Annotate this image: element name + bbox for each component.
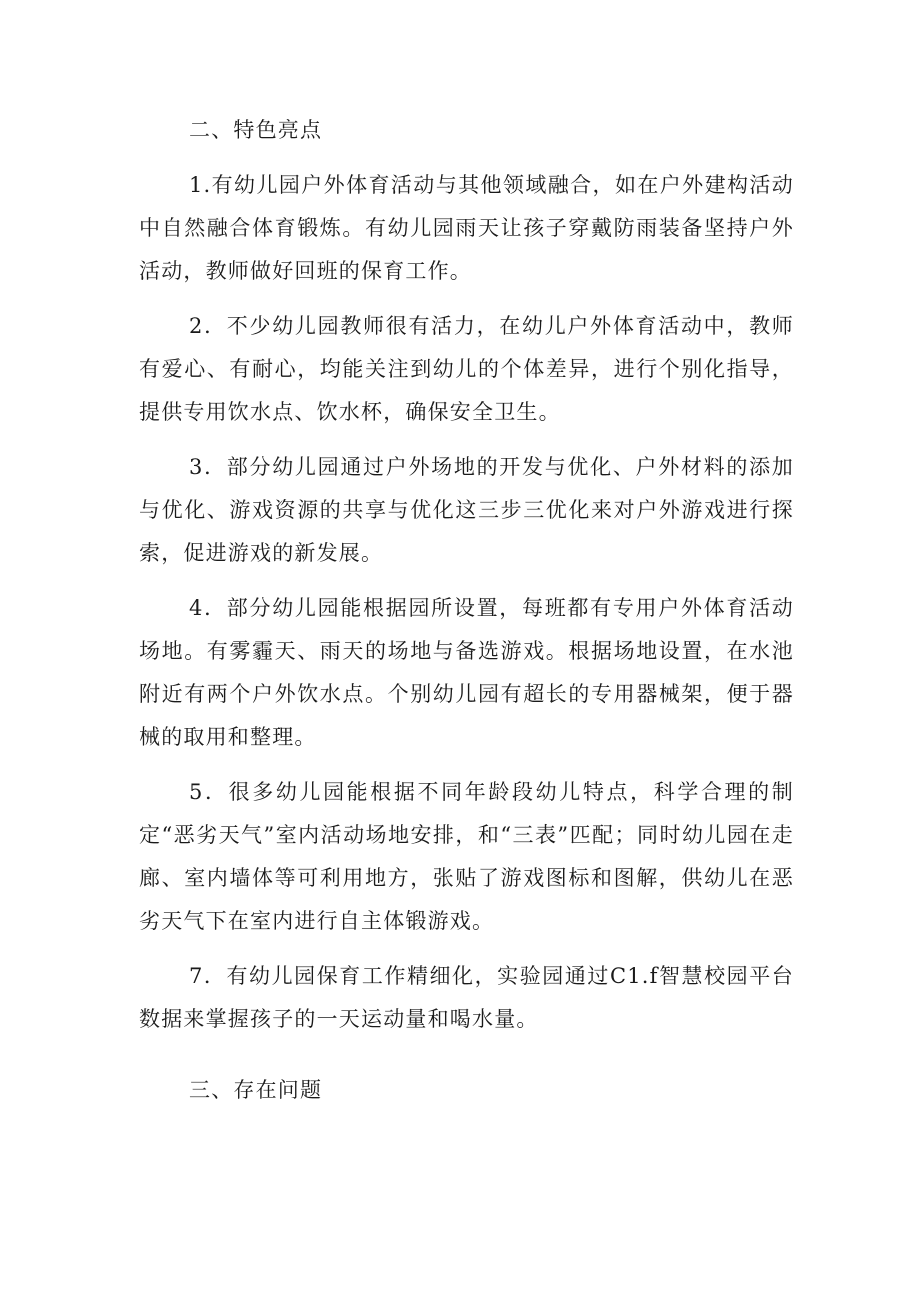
paragraph-item-3: 3．部分幼儿园通过户外场地的开发与优化、户外材料的添加与优化、游戏资源的共享与优化这三步三优化来对户外游戏进行探索，促进游戏的新发展。 (139, 455, 794, 565)
section-heading-highlights: 二、特色亮点 (189, 118, 323, 142)
paragraph-item-5: 5．很多幼儿园能根据不同年龄段幼儿特点，科学合理的制定“恶劣天气”室内活动场地安排，和“三表”匹配；同时幼儿园在走廊、室内墙体等可利用地方，张贴了游戏图标和图解，供幼儿在恶劣天气下在室内进行自主体锻游戏。 (139, 780, 794, 933)
paragraph-item-4: 4．部分幼儿园能根据园所设置，每班都有专用户外体育活动场地。有雾霾天、雨天的场地与备选游戏。根据场地设置，在水池附近有两个户外饮水点。个别幼儿园有超长的专用器械架，便于器械的取用和整理。 (139, 596, 794, 749)
paragraph-item-1: 1.有幼儿园户外体育活动与其他领域融合，如在户外建构活动中自然融合体育锻炼。有幼儿园雨天让孩子穿戴防雨装备坚持户外活动，教师做好回班的保育工作。 (139, 173, 794, 283)
section-heading-problems: 三、存在问题 (189, 1078, 323, 1102)
document-body (139, 109, 794, 1112)
paragraph-item-7: 7．有幼儿园保育工作精细化，实验园通过C1.f智慧校园平台数据来掌握孩子的一天运动量和喝水量。 (139, 964, 794, 1031)
paragraph-item-2: 2．不少幼儿园教师很有活力，在幼儿户外体育活动中，教师有爱心、有耐心，均能关注到幼儿的个体差异，进行个别化指导，提供专用饮水点、饮水杯，确保安全卫生。 (139, 314, 794, 424)
